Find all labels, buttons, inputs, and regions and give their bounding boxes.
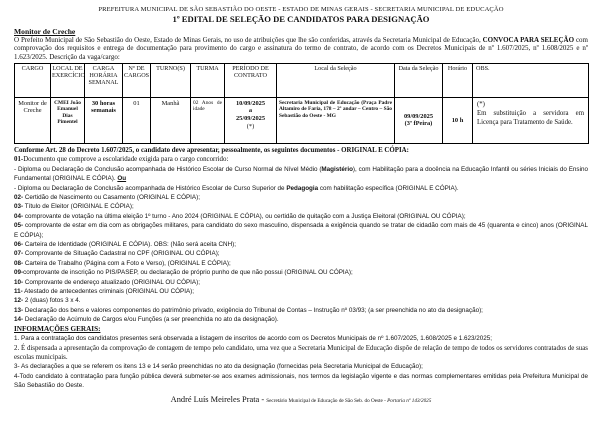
document-item	[14, 268, 588, 277]
text-run: Declaração dos bens e valores componentes do patrimônio privado, exigência do Tribunal de Contas – Instrução nº 03/93; (a ser preenchida no ato da designação);	[23, 306, 483, 314]
cell-line: 09/09/2025	[403, 112, 434, 120]
text-run: Título de Eleitor (ORIGINAL E CÓPIA);	[23, 203, 134, 211]
text-run: 3- As declarações a que se referem os itens 13 e 14 serão preenchidas no ato da designação (fornecidas pela Secretaria Municipal de Educação);	[14, 363, 423, 371]
text-run: 1. Para a contratação dos candidatos presentes será observada a listagem de inscritos de acordo com os Decretos Municipais de nº 1.607/2025, 1.608/2025 e 1.623/2025;	[14, 335, 493, 343]
vacancy-row	[15, 97, 589, 143]
document-item	[14, 296, 588, 305]
documents-list	[14, 155, 588, 324]
text-run: Declaração de Acúmulo de Cargos e/ou Funções (a ser preenchida no ato da designação).	[23, 316, 279, 324]
column-header-3: CARGA HORÁRIA SEMANAL	[85, 63, 123, 97]
section-title: Monitor de Creche	[14, 27, 76, 36]
intro-paragraph	[14, 36, 588, 61]
document-item	[14, 184, 588, 193]
cell-line: CMEI João Emanuel Dias Pimentel	[54, 99, 81, 126]
document-item	[14, 155, 588, 164]
text-run: - Diploma ou Declaração de Conclusão acompanhada de Histórico Escolar de Curso Normal de Nível Médio (	[14, 165, 322, 173]
cell-local-de-exercicio	[51, 97, 85, 143]
document-item	[14, 193, 588, 202]
cell-line: Em substituição a servidora em Licença para Tratamento de Saúde.	[477, 110, 584, 127]
signature-name: André Luís Meireles Prata	[170, 394, 260, 404]
cell-line: 10 h	[451, 116, 464, 124]
cell-turnos	[151, 97, 191, 143]
cell-numero-de-cargos	[123, 97, 151, 143]
info-item	[14, 362, 588, 371]
document-item	[14, 240, 588, 249]
text-run: Magistério	[321, 165, 353, 173]
documents-title: Conforme Art. 28 do Decreto 1.607/2025, o candidato deve apresentar, pessoalmente, os seguintes documentos - ORIGINAL E CÓPIA:	[14, 146, 409, 154]
text-run: ), com Habilitação para a docência na Educação Infantil ou séries Iniciais do Ensino Fundamental (ORIGINAL E CÓPIA).	[14, 165, 588, 183]
column-header-2: LOCAL DE EXERCÍCIO	[51, 63, 85, 97]
info-item	[14, 372, 588, 391]
column-header-8: Local da Seleção	[277, 63, 395, 97]
text-run: Carteira de Identidade (ORIGINAL E CÓPIA). OBS: (Não será aceita CNH);	[23, 240, 236, 248]
column-header-11: OBS.	[473, 63, 589, 97]
cell-line: (3ª fPeira)	[404, 120, 433, 128]
text-run: 06-	[14, 240, 24, 248]
document-item	[14, 202, 588, 211]
cell-line: (*)	[246, 122, 255, 130]
cell-line: 30 horas semanais	[91, 99, 116, 115]
intro-text-1: O Prefeito Municipal de São Sebastião do Oeste, Estado de Minas Gerais, no uso de atribuições que lhe são conferidas, através da Secretaria Municipal de Educação,	[14, 36, 483, 44]
document-item	[14, 278, 588, 287]
general-info-list	[14, 334, 588, 390]
text-run: Certidão de Nascimento ou Casamento (ORIGINAL E CÓPIA);	[23, 193, 200, 201]
cell-periodo-de-contrato	[225, 97, 277, 143]
cell-line: 01	[133, 99, 140, 107]
text-run: comprovante de estar em dia com as obrigações militares, para candidato do sexo masculino, dispensada a exigência quando se tratar de cidadão com mais de 45 (quarenta e cinco) anos (ORIGINAL E CÓPIA);	[14, 222, 588, 239]
text-run: Ou	[117, 175, 127, 183]
column-header-4: Nº DE CARGOS	[123, 63, 151, 97]
text-run: 12-	[14, 297, 24, 305]
text-run: 14-	[14, 316, 24, 324]
cell-carga-horaria	[85, 97, 123, 143]
text-run: Comprovante de Situação Cadastral no CPF (ORIGINAL OU CÓPIA);	[23, 250, 220, 258]
text-run: 01-	[14, 156, 24, 164]
text-run: 05-	[14, 222, 24, 230]
document-item	[14, 212, 588, 221]
signature-portaria: Portaria nº 143/2025	[387, 397, 432, 404]
column-header-9: Data da Seleção	[395, 63, 443, 97]
info-item	[14, 334, 588, 343]
vacancy-table	[14, 63, 589, 144]
cell-cargo	[15, 97, 51, 143]
text-run: Documento que comprove a escolaridade exigida para o cargo concorrido:	[23, 156, 229, 164]
column-header-5: TURNO(S)	[151, 63, 191, 97]
document-item	[14, 306, 588, 315]
text-run: 03-	[14, 203, 24, 211]
cell-line: 02 Anos de idade	[193, 99, 222, 113]
intro-convoca-bold: CONVOCA PARA SELEÇÃO	[482, 36, 575, 44]
intro-text-2: com comprovação dos requisitos e entrega de documentação para provimento do cargo e assinatura do termo de contrato, de acordo com os Decretos Municipais de nº 1.607/2025, nº 1.608/2025 e nº 1.623/2025. Descrição da vaga/cargo:	[14, 36, 588, 61]
cell-line: Manhã	[161, 99, 180, 107]
text-run: comprovante de votação na última eleição 1º turno - Ano 2024 (ORIGINAL E CÓPIA), ou certidão de quitação com a Justiça Eleitoral (ORIGINAL OU CÓPIA);	[23, 212, 466, 220]
text-run: 08-	[14, 259, 24, 267]
header-line-1: PREFEITURA MUNICIPAL DE SÃO SEBASTIÃO DO OESTE - ESTADO DE MINAS GERAIS - SECRETARIA MUNICIPAL DE EDUCAÇÃO	[98, 6, 504, 13]
document-item	[14, 165, 588, 184]
info-item	[14, 344, 588, 363]
text-run: 13-	[14, 306, 24, 314]
document-item	[14, 259, 588, 268]
text-run: 07-	[14, 250, 24, 258]
text-run: Comprovante de endereço atualizado (ORIGINAL OU CÓPIA);	[23, 278, 200, 286]
cell-line: 10/09/2025	[235, 99, 266, 107]
document-item	[14, 249, 588, 258]
header-line-2: 1º EDITAL DE SELEÇÃO DE CANDIDATOS PARA DESIGNAÇÃO	[172, 14, 430, 24]
signature-separator: -	[259, 394, 267, 404]
cell-obs	[473, 97, 589, 143]
text-run: Carteira de Trabalho (Página com a Foto e Verso), (ORIGINAL E CÓPIA);	[23, 259, 231, 267]
text-run: 04-	[14, 212, 24, 220]
cell-line: a	[248, 107, 253, 115]
document-item	[14, 315, 588, 324]
text-run: 09-	[14, 269, 24, 277]
text-run: Atestado de antecedentes criminais (ORIGINAL OU CÓPIA);	[22, 287, 195, 295]
text-run: - Diploma ou Declaração de Conclusão acompanhada de Histórico Escolar de Curso Superior de	[14, 184, 287, 192]
text-run: com habilitação específica (ORIGINAL E CÓPIA).	[318, 184, 459, 192]
signature-role: Secretário Municipal de Educação de São Seb. do Oeste -	[266, 397, 388, 404]
text-run: 4-Todo candidato à contratação para função pública deverá submeter-se aos exames admissionais, nos termos da legislação vigente e das normas complementares emitidas pela Prefeitura Municipal de São Sebastião do Oeste.	[14, 372, 588, 390]
text-run: 11-	[14, 287, 23, 295]
table-header-row	[15, 63, 589, 97]
text-run: 2 (duas) fotos 3 x 4.	[23, 297, 81, 305]
document-item	[14, 221, 588, 240]
cell-line: Monitor de Creche	[18, 99, 47, 115]
cell-horario	[443, 97, 473, 143]
cell-line: Secretaria Municipal de Educação (Praça Padre Altamiro de Faria, 178 – 2º andar – Centro – São Sebastião do Oeste - MG	[279, 99, 392, 119]
text-run: 10-	[14, 278, 24, 286]
cell-local-da-selecao	[277, 97, 395, 143]
cell-turma	[191, 97, 225, 143]
column-header-6: TURMA	[191, 63, 225, 97]
document-item	[14, 287, 588, 296]
cell-line: (*)	[477, 100, 485, 108]
cell-line: 25/09/2025	[235, 115, 266, 123]
text-run: 2. É dispensada a apresentação da comprovação de contagem de tempo pelo candidato, uma vez que a Secretaria Municipal de Educação dispõe de relação de tempo de todos os servidores contratados de suas escolas municipais.	[14, 344, 588, 362]
general-info-title: INFORMAÇÕES GERAIS:	[14, 324, 101, 333]
column-header-10: Horário	[443, 63, 473, 97]
signature-line	[14, 395, 588, 404]
text-run: 02-	[14, 193, 24, 201]
column-header-1: CARGO	[15, 63, 51, 97]
text-run: comprovante de inscrição no PIS/PASEP, ou declaração de próprio punho de que não possui (ORIGINAL OU CÓPIA);	[23, 269, 353, 277]
text-run: Pedagogia	[286, 184, 319, 192]
column-header-7: PERÍODO DE CONTRATO	[225, 63, 277, 97]
cell-data-da-selecao	[395, 97, 443, 143]
